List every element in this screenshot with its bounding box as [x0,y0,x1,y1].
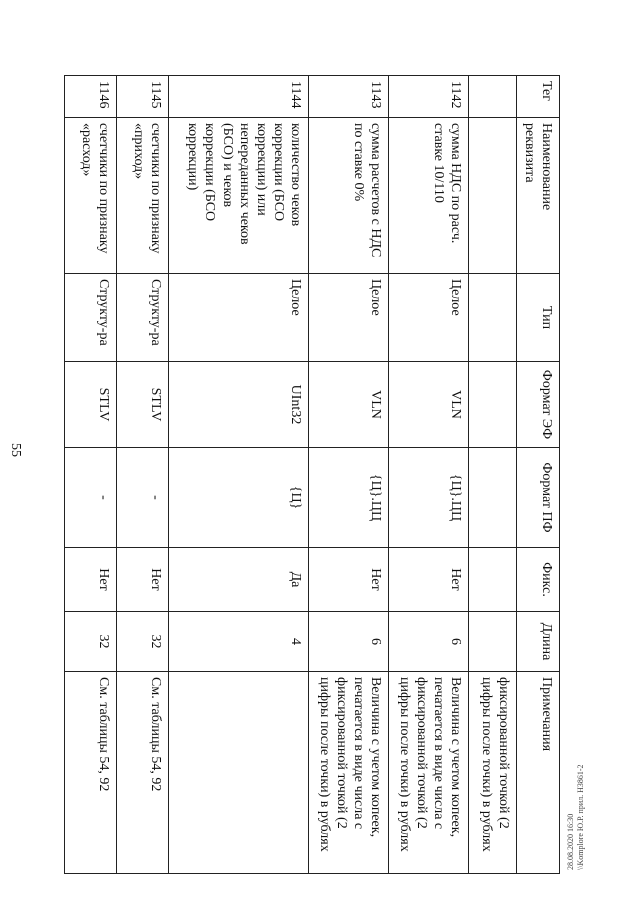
cell-tag: 1146 [64,76,116,118]
header-fixed: Фикс. [516,548,559,612]
footer-line-2: \\Komplore Ю.Р. прил. НЗ861-2 [576,764,585,870]
header-format-pf: Формат ПФ [516,448,559,548]
cell-type [468,274,516,362]
cell-tag: 1145 [116,76,168,118]
cell-length: 6 [388,612,468,672]
cell-fixed: Нет [116,548,168,612]
rotated-table-wrapper [68,75,560,873]
cell-tag: 1142 [388,76,468,118]
cell-type: Целое [388,274,468,362]
header-tag: Тег [516,76,559,118]
cell-length: 6 [308,612,388,672]
cell-fixed: Нет [308,548,388,612]
header-notes: Примечания [516,672,559,874]
header-format-ef: Формат ЭФ [516,362,559,448]
cell-format-ef: UInt32 [168,362,308,448]
cell-format-pf: - [116,448,168,548]
cell-format-ef: VLN [388,362,468,448]
cell-format-pf: {Ц} [168,448,308,548]
header-name: Наименование реквизита [516,118,559,274]
cell-fixed: Да [168,548,308,612]
page-number: 55 [8,443,23,457]
cell-name: счетчики по признаку «расход» [64,118,116,274]
cell-format-ef: STLV [64,362,116,448]
cell-format-ef [468,362,516,448]
cell-format-ef: STLV [116,362,168,448]
cell-tag: 1144 [168,76,308,118]
cell-fixed: Нет [388,548,468,612]
cell-notes [168,672,308,874]
table-row [308,76,388,874]
requisites-table [64,75,560,874]
cell-name: сумма НДС по расч. ставке 10/110 [388,118,468,274]
cell-name: счетчики по признаку «приход» [116,118,168,274]
cell-fixed: Нет [64,548,116,612]
cell-type: Структу-ра [116,274,168,362]
cell-tag: 1143 [308,76,388,118]
header-length: Длина [516,612,559,672]
cell-format-pf: {Ц}.ЦЦ [388,448,468,548]
cell-type: Целое [308,274,388,362]
cell-length: 32 [64,612,116,672]
cell-notes: Величина с учетом копеек, печатается в виде числа с фиксированной точкой (2 цифры после точки) в рублях [308,672,388,874]
cell-fixed [468,548,516,612]
footer-note [566,690,588,890]
table-row [468,76,516,874]
cell-notes: фиксированной точкой (2 цифры после точки) в рублях [468,672,516,874]
cell-format-pf [468,448,516,548]
cell-tag [468,76,516,118]
cell-length: 4 [168,612,308,672]
table-row [168,76,308,874]
cell-name: количество чеков коррекции (БСО коррекции) или непереданных чеков (БСО) и чеков коррекции (БСО коррекции) [168,118,308,274]
cell-notes: См. таблицы 54, 92 [116,672,168,874]
header-type: Тип [516,274,559,362]
cell-notes: См. таблицы 54, 92 [64,672,116,874]
table-row [64,76,116,874]
cell-name: сумма расчетов с НДС по ставке 0% [308,118,388,274]
table-header-row [516,76,559,874]
cell-length: 32 [116,612,168,672]
cell-name [468,118,516,274]
cell-format-ef: VLN [308,362,388,448]
table-row [116,76,168,874]
cell-type: Целое [168,274,308,362]
cell-notes: Величина с учетом копеек, печатается в виде числа с фиксированной точкой (2 цифры после точки) в рублях [388,672,468,874]
table-row [388,76,468,874]
cell-type: Структу-ра [64,274,116,362]
cell-length [468,612,516,672]
cell-format-pf: {Ц}.ЦЦ [308,448,388,548]
footer-line-1: 28.08.2020 16:30 [566,813,575,870]
cell-format-pf: - [64,448,116,548]
